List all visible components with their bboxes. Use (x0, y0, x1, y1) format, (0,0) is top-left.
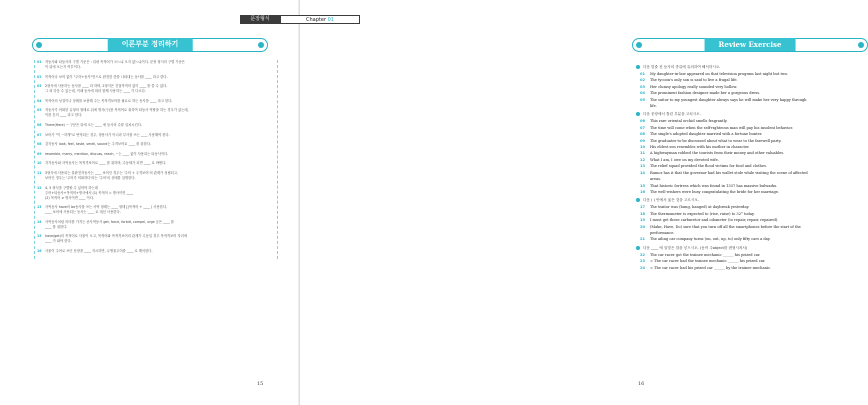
item-text: 감각동사 look, feel, taste, smell, sound는 주격보어로 ____ 를 취한다. (45, 142, 151, 147)
item-text: 3형식에 사용되는 불완전자동사는 ____ 보어인 경우는 '주어 + 주격보어'의 관계가 성립되고, 보어인 경우는 '주어가 어떠하다'라는 '주어'의 상태를 설명한다. (45, 170, 179, 180)
summary-item (37, 249, 275, 254)
exercise-item (640, 170, 868, 183)
header-chapter-number: 01 (327, 17, 334, 23)
item-number: 13 (37, 205, 42, 210)
right-page (300, 0, 808, 405)
exercise-sentence: What I am, I owe on my devoted wife. (650, 157, 719, 162)
exercise-sentence: A highwayman robbed the tourists from their money and other valuables. (650, 151, 785, 156)
exercise-sentence: The tycoon's only son is said to live a frugal life. (650, 78, 738, 83)
exercise-number: 10 (640, 145, 646, 150)
left-page-title: 이론부분 정리하기 (108, 38, 193, 51)
summary-item (37, 186, 275, 201)
item-text: 목적어의 성질이나 상태를 보충해 주는 목적격보어를 필요로 하는 동사를 ____ 라고 한다. (45, 98, 173, 103)
exercise-number: 08 (640, 132, 646, 137)
exercise-sentence: His eldest son resembles with his mother in character. (650, 145, 750, 150)
exercise-sentence: That historic fortress which was found in 1337 has massive bulwarks. (650, 183, 778, 188)
item-text: 사물이 주어로 쓰인 문장을 ____ 지시하면, 무생물주어를 ____ 로 해석한다. (45, 248, 153, 253)
exercise-sentence: The time will come when the self-righteous man will pay his insolent behavior. (650, 125, 793, 130)
item-text: 사역동사처럼 의미를 가지는 준사역동사 get, force, forbid, compel, urge 등은 ____ 를 ____ 를 취한다. (45, 219, 174, 229)
item-text: 사역동사 have의 be동사를 쓰는 사역 형태는 ____ 형태 [(목적어 + ____ ) 사용한다. ____ 보어에 사용되는 동사는 ____ 로 대신 사용한다. (45, 205, 168, 215)
exercise-sentence: (Make, Have, Do) sure that you turn off all the smartphones before the start of the performance. (650, 224, 801, 235)
exercise-sentence: Rumor has it that the governor had his wallet stole while visiting the scene of affected areas. (650, 170, 808, 182)
item-number: 07 (37, 132, 42, 137)
right-title-cap-dot (858, 42, 864, 48)
left-title-cap-dot (36, 42, 42, 48)
item-number: 05 (37, 108, 42, 113)
exercise-number: 18 (640, 211, 646, 216)
item-number: 10 (37, 161, 42, 166)
exercise-number: 19 (640, 218, 646, 223)
summary-item (37, 60, 275, 70)
summary-item (37, 161, 275, 166)
exercise-sentence: The prominent fashion designer made her a gorgeous dress. (650, 91, 761, 96)
exercise-sentence: The car racer got the trainee mechanic ______ his prized car. (650, 252, 761, 257)
exercise-number: 21 (640, 237, 646, 242)
item-number: 03 (37, 84, 42, 89)
summary-item (37, 220, 275, 230)
right-title-bar (632, 38, 868, 52)
exercise-number: 20 (640, 224, 646, 229)
item-text: 목적어나 보어 없이 "주어+동사"만으로 완전한 뜻을 나타내는 동사를 ____ 라고 한다. (45, 74, 168, 79)
item-number: 01 (37, 60, 42, 64)
left-title-cap-dot (258, 42, 264, 48)
summary-item (37, 171, 275, 181)
left-page-number: 15 (257, 381, 264, 387)
exercise-list (636, 62, 868, 271)
exercise-number: 23 (640, 259, 646, 264)
instruction-text: 다음 문장에서 틀린 부분을 고치시오. (643, 112, 701, 117)
summary-list (34, 60, 278, 259)
exercise-item (640, 97, 868, 110)
summary-item (37, 234, 275, 244)
exercise-number: 07 (640, 125, 646, 130)
exercise-sentence: This rare oriental orchid smells fragrantly. (650, 119, 728, 124)
left-page (0, 0, 300, 405)
exercise-number: 09 (640, 138, 646, 143)
exercise-number: 22 (640, 252, 646, 257)
header-chapter (280, 15, 360, 24)
item-number: 06 (37, 122, 42, 127)
summary-item (37, 75, 275, 80)
exercise-instruction (636, 64, 868, 70)
header-category: 문장형식 (240, 15, 280, 24)
item-number: 12 (37, 185, 42, 190)
summary-item (37, 108, 275, 118)
summary-item (37, 133, 275, 138)
summary-item (37, 205, 275, 215)
exercise-number: 17 (640, 205, 646, 210)
item-text: resemble, marry, mention, discuss, reach, ~는 ____ 없이 사용되는 타동사이다. (45, 151, 169, 156)
item-text: 자동사와 타동사의 구별 기준은 : 뒤에 목적어가 오느냐 오지 않느냐이다. 문장 형식의 구별 기준은 이 뒤에 오는지 여부이다. (45, 60, 185, 69)
left-title-bar (32, 38, 268, 52)
exercise-sentence: The relief squad provided the flood victims for food and clothes. (650, 164, 767, 169)
bullet-icon (636, 112, 640, 116)
exercise-number: 06 (640, 119, 646, 124)
bullet-icon (636, 65, 640, 69)
item-number: 08 (37, 142, 42, 147)
item-text: 지각동사와 사역동사는 목적격보어로 ____ 를 취하며, 수동태가 되면 ____ 로 바뀐다. (45, 161, 167, 166)
summary-item (37, 84, 275, 94)
exercise-sentence: Her clumsy apology really sounded very hollow. (650, 84, 738, 89)
instruction-text: 다음 ____ 에 알맞은 말을 넣으시오. (동작 주object를 변형시켜서) (643, 245, 748, 250)
item-number: 16 (37, 248, 42, 253)
exercise-item (640, 236, 868, 242)
item-text: 자동사가 어떠한 유형의 형태로 뒤에 명사(구)를 목적어로 취하여 타동사 역할을 하는 경우가 있는데, 이를 흔히 ____ 라고 한다. (45, 108, 189, 118)
item-number: 02 (37, 74, 42, 79)
bullet-icon (636, 198, 640, 202)
exercise-item (640, 224, 868, 237)
item-number: 04 (37, 98, 42, 103)
item-text: have/get(의 목적어로 사물이 오고, 목적어와 목적격보어의 관계가 수동일 경우 목적격보어 자리에 ____ 가 와야 한다. (45, 234, 188, 244)
exercise-number: 15 (640, 183, 646, 188)
running-header (240, 15, 360, 24)
right-page-title: Review Exercise (705, 38, 796, 51)
exercise-number: 03 (640, 84, 646, 89)
exercise-number: 11 (640, 151, 646, 156)
exercise-sentence: The ailing car company turns (on, out, up, to) only fifty cars a day. (650, 237, 771, 242)
summary-item (37, 142, 275, 147)
exercise-item (640, 189, 868, 195)
exercise-sentence: The single's adopted daughter married with a fortune hunter. (650, 132, 763, 137)
exercise-instruction (636, 111, 868, 117)
exercise-number: 05 (640, 97, 646, 102)
exercise-sentence: The well-wishers were busy congratulating the bride for her marriage. (650, 189, 780, 194)
exercise-number: 16 (640, 189, 646, 194)
exercise-number: 01 (640, 72, 646, 76)
item-number: 14 (37, 219, 42, 224)
exercise-sentence: The thermometer is expected to (rise, raise) to 32° today. (650, 211, 755, 216)
exercise-number: 24 (640, 265, 646, 270)
exercise-instruction (636, 245, 868, 251)
instruction-text: 다음 밑줄 친 동사의 종류에 유의하여 해석하시오. (643, 65, 721, 69)
item-text: 보어가 "이 ~하게"로 번역되는 경우, 형용사가 아니라 부사를 쓰는 ____ 사용해야 한다. (45, 132, 170, 137)
item-text: 4, 5 형식을 구별할 수 있어야 하는데 주어+타동사+목적어+명사에서 (1) 목적어 = 명사이면 ____ (2) 목적어 ≠ 명사이면 ____ 이다. (45, 185, 134, 200)
right-title-cap-dot (636, 42, 642, 48)
exercise-sentence: I must get these carburetor and odometer (to repair, repair, repaired). (650, 218, 779, 223)
summary-item (37, 123, 275, 128)
item-text: There(Here) ~ 구문은 뒤에 오는 ____ 에 동사의 수를 일치시킨다. (45, 122, 142, 127)
exercise-number: 13 (640, 164, 646, 169)
exercise-instruction (636, 197, 868, 203)
exercise-sentence: My daughter-in-law appeared on that television program last night but two. (650, 72, 789, 76)
exercise-sentence: = The car racer had his prized car ______ by the trainee mechanic. (650, 265, 772, 270)
exercise-sentence: = The car racer had the trainee mechanic ______ his prized car. (650, 259, 766, 264)
item-number: 09 (37, 151, 42, 156)
exercise-item (640, 265, 868, 271)
header-chapter-label: Chapter (306, 17, 327, 23)
exercise-number: 02 (640, 78, 646, 83)
item-number: 11 (37, 170, 42, 175)
right-page-number: 16 (638, 381, 645, 387)
exercise-sentence: The suitor to my youngest daughter always says he will make her very happy through life. (650, 97, 807, 109)
item-number: 15 (37, 234, 42, 239)
instruction-text: 다음 ( ) 안에서 옳은 것을 고르시오. (643, 198, 699, 203)
summary-item (37, 152, 275, 157)
exercise-number: 14 (640, 170, 646, 175)
summary-item (37, 99, 275, 104)
exercise-number: 12 (640, 157, 646, 162)
exercise-number: 04 (640, 91, 646, 96)
bullet-icon (636, 246, 640, 250)
exercise-sentence: The graduates-to-be discussed about what to wear to the farewell party. (650, 138, 782, 143)
exercise-sentence: The traitor was (hung, hanged) at daybreak yesterday. (650, 205, 750, 210)
item-text: 2형식에 사용하는 동사를 ____ 라 하며, 2형식은 간접목적어 없이 ____ 를 쓸 수 없다. 그 외 다음 수 있는데, 이때 동사에 따라 함께 사용하는 ____ 가 다르다. (45, 84, 168, 94)
